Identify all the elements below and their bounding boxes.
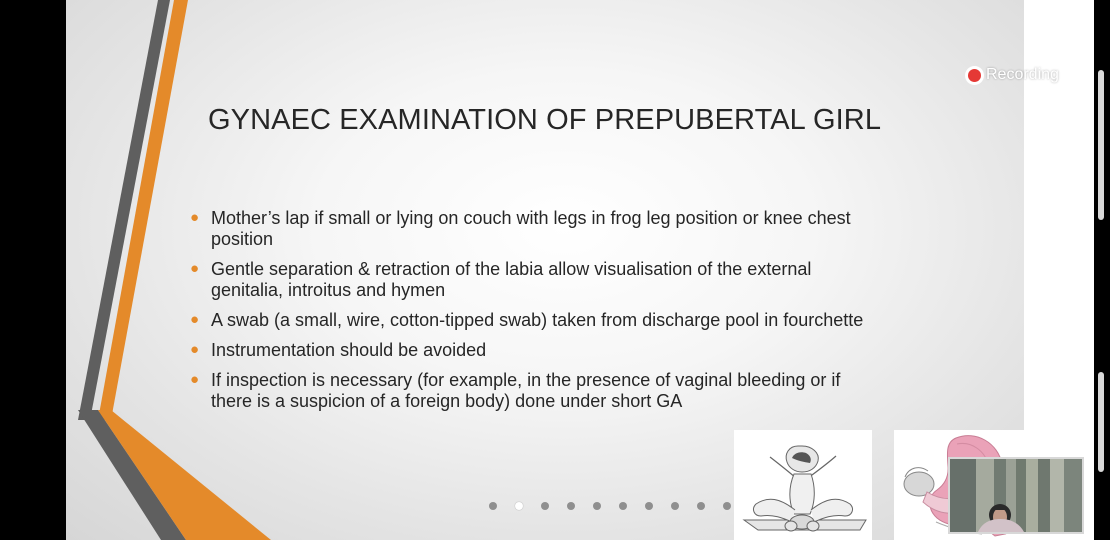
bullet-text-line: Gentle separation & retraction of the labia allow visualisation of the external — [211, 259, 812, 279]
frog-leg-illustration-art — [734, 430, 872, 540]
scrollbar-thumb[interactable] — [1098, 372, 1104, 472]
slide-dot[interactable] — [567, 502, 575, 510]
bullet-marker: ● — [190, 341, 200, 358]
slide-bullet-list — [186, 208, 946, 421]
bullet-point — [186, 370, 946, 412]
slide-title: GYNAEC EXAMINATION OF PREPUBERTAL GIRL — [208, 104, 882, 136]
participant-video-thumbnail[interactable] — [948, 457, 1084, 534]
bullet-marker: ● — [190, 311, 200, 328]
bullet-point — [186, 340, 946, 361]
gray-stripe-decoration — [78, 0, 170, 420]
recording-indicator — [968, 63, 1059, 87]
slide-pagination-dots — [489, 502, 731, 510]
participant-video-feed — [950, 459, 1082, 532]
bullet-point — [186, 310, 946, 331]
bullet-text-line: position — [211, 229, 274, 249]
scrollbar-thumb[interactable] — [1098, 70, 1104, 220]
bullet-marker: ● — [190, 371, 200, 388]
bullet-text-line: genitalia, introitus and hymen — [211, 280, 446, 300]
slide-dot[interactable] — [671, 502, 679, 510]
slide-dot[interactable] — [723, 502, 731, 510]
slide-dot[interactable] — [619, 502, 627, 510]
bullet-point — [186, 259, 946, 301]
vertical-scrollbar[interactable] — [1094, 0, 1110, 540]
recording-label: Recording — [986, 66, 1059, 83]
slide-dot[interactable] — [593, 502, 601, 510]
bullet-point — [186, 208, 946, 250]
slide-dot[interactable] — [697, 502, 705, 510]
bullet-marker: ● — [190, 209, 200, 226]
slide-dot[interactable] — [541, 502, 549, 510]
slide-dot-active[interactable] — [515, 502, 523, 510]
bullet-text-line: A swab (a small, wire, cotton-tipped swab) taken from discharge pool in fourchette — [211, 310, 864, 330]
slide-dot[interactable] — [489, 502, 497, 510]
bullet-marker: ● — [190, 260, 200, 277]
frog-leg-position-illustration — [734, 430, 872, 540]
bullet-text-line: Instrumentation should be avoided — [211, 340, 487, 360]
presentation-slide — [66, 0, 1024, 540]
orange-stripe-decoration — [98, 0, 188, 420]
bullet-text-line: there is a suspicion of a foreign body) done under short GA — [211, 391, 683, 411]
recording-dot-icon — [968, 69, 981, 82]
slide-dot[interactable] — [645, 502, 653, 510]
bullet-text-line: Mother’s lap if small or lying on couch with legs in frog leg position or knee chest — [211, 208, 851, 228]
bullet-text-line: If inspection is necessary (for example, in the presence of vaginal bleeding or if — [211, 370, 841, 390]
